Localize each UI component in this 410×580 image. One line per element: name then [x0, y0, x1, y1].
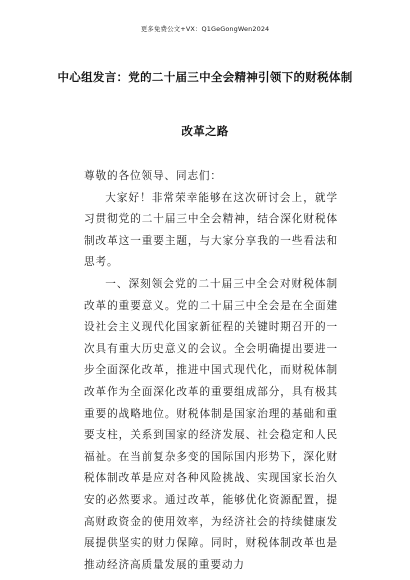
document-title-line2: 改革之路 [181, 124, 229, 138]
salutation: 尊敬的各位领导、同志们： [84, 170, 222, 182]
document-title-line1: 中心组发言：党的二十届三中全会精神引领下的财税体制 [57, 70, 353, 84]
paragraph-section-one: 一、深刻领会党的二十届三中全会对财税体制改革的重要意义。党的二十届三中全会是在全面建设社会主义现代化国家新征程的关键时期召开的一次具有重大历史意义的会议。全会明确提出要进一步全面深化改革，推进中国式现代化，而财税体制改革作为全面深化改革的重要组成部分，具有极其重要的战略地位。财税体制是国家治理的基础和重要支柱，关系到国家的经济发展、社会稳定和人民福祉。在当前复杂多变的国际国内形势下，深化财税体制改革是应对各种风险挑战、实现国家长治久安的必然要求。通过改革，能够优化资源配置，提高财政资金的使用效率，为经济社会的持续健康发展提供坚实的财力保障。同时，财税体制改革也是推动经济高质量发展的重要动力 [84, 277, 338, 571]
paragraph-intro: 大家好！非常荣幸能够在这次研讨会上，就学习贯彻党的二十届三中全会精神，结合深化财税体制改革这一重要主题，与大家分享我的一些看法和思考。 [84, 191, 338, 269]
document-body [84, 166, 338, 576]
header-note: 更多免费公文+VX：Q1GeGongWen2024 [140, 25, 270, 33]
